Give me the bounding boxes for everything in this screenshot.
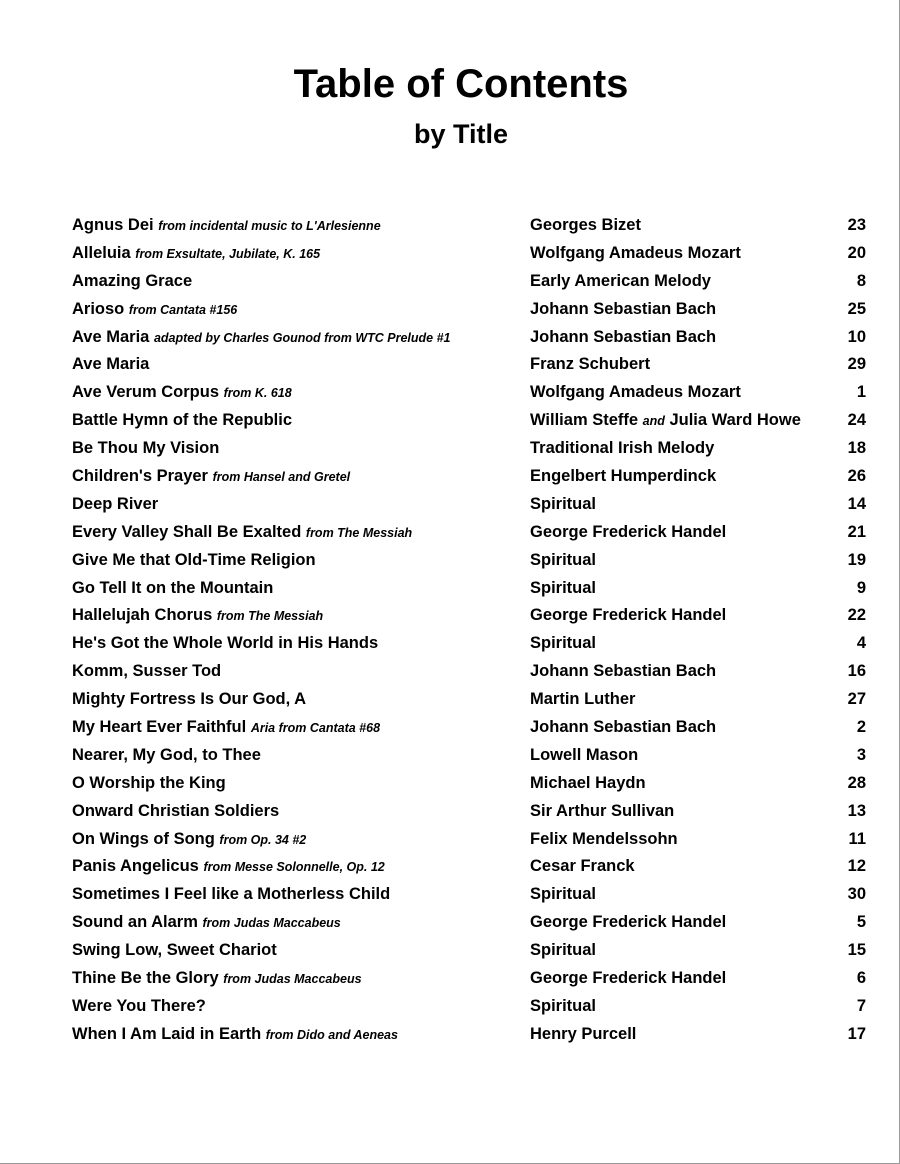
composer-cell [530, 993, 596, 1021]
page-subtitle: by Title [413, 119, 509, 149]
toc-row [72, 268, 866, 296]
composer-cell [530, 407, 801, 436]
page-number: 30 [847, 885, 866, 904]
composer-cell [530, 770, 646, 798]
page-number: 26 [847, 467, 866, 486]
toc-row [72, 296, 866, 324]
composer-cell [530, 435, 714, 463]
toc-entry [72, 240, 524, 269]
composer-cell [530, 575, 596, 603]
toc-entry [72, 575, 524, 603]
page-number: 22 [847, 606, 866, 625]
toc-row [72, 853, 866, 881]
composer-cell [530, 658, 716, 686]
toc-entry [72, 519, 524, 548]
song-title: Thine Be the Glory [72, 969, 219, 988]
page-number: 13 [847, 801, 866, 820]
toc-list [72, 212, 866, 1049]
composer-cell [530, 463, 716, 491]
toc-row [72, 351, 866, 379]
composer-name: Georges Bizet [530, 216, 641, 234]
song-title: Ave Maria [72, 355, 150, 374]
song-source-note: from The Messiah [216, 609, 324, 624]
composer-cell [530, 686, 635, 714]
toc-entry [72, 435, 524, 463]
song-title: Every Valley Shall Be Exalted [72, 522, 302, 541]
toc-entry [72, 324, 524, 353]
toc-row [72, 714, 866, 742]
composer-cell [530, 547, 596, 575]
page-number: 23 [847, 216, 866, 234]
toc-entry [72, 993, 524, 1021]
page-number: 19 [847, 550, 866, 569]
page-number: 9 [856, 578, 866, 597]
song-title: Hallelujah Chorus [72, 606, 213, 625]
toc-row [72, 909, 866, 937]
song-title: O Worship the King [72, 773, 226, 792]
composer-cell [530, 268, 711, 296]
toc-row [72, 993, 866, 1021]
toc-row [72, 240, 866, 268]
page-number: 2 [856, 718, 866, 737]
page-number: 5 [856, 913, 866, 932]
song-title: Arioso [72, 299, 125, 318]
composer-cell [530, 714, 716, 742]
song-title: Battle Hymn of the Republic [72, 411, 293, 430]
composer-cell [530, 826, 678, 854]
song-title: When I Am Laid in Earth [72, 1024, 262, 1043]
toc-row [72, 881, 866, 909]
toc-entry [72, 658, 524, 686]
composer-name: Martin Luther [530, 690, 636, 709]
toc-entry [72, 296, 524, 325]
toc-entry [72, 881, 524, 909]
song-title: Swing Low, Sweet Chariot [72, 941, 277, 960]
page-number: 3 [856, 745, 866, 764]
composer-name: Spiritual [530, 996, 597, 1015]
composer-name: Spiritual [530, 494, 597, 513]
toc-row [72, 826, 866, 854]
composer-cell [530, 630, 596, 658]
composer-name: George Frederick Handel [530, 969, 727, 988]
toc-row [72, 324, 866, 352]
composer-cell [530, 853, 635, 881]
toc-entry [72, 351, 524, 379]
song-title: Sometimes I Feel like a Motherless Child [72, 885, 391, 904]
composer-joiner: and [642, 414, 665, 429]
song-source-note: from Hansel and Gretel [212, 470, 351, 485]
toc-entry [72, 212, 524, 241]
page-number: 1 [856, 383, 866, 402]
song-title: Ave Maria [72, 327, 150, 346]
page-number: 18 [847, 439, 866, 458]
toc-entry [72, 547, 524, 575]
toc-row [72, 742, 866, 770]
toc-row [72, 463, 866, 491]
toc-entry [72, 714, 524, 743]
composer-name: Traditional Irish Melody [530, 439, 715, 458]
composer-cell [530, 491, 596, 519]
composer-name: Wolfgang Amadeus Mozart [530, 383, 741, 402]
page-number: 21 [847, 522, 866, 541]
song-source-note: from Judas Maccabeus [223, 972, 362, 987]
toc-row [72, 491, 866, 519]
song-source-note: Aria from Cantata #68 [250, 721, 381, 736]
page-number: 12 [847, 857, 866, 876]
toc-entry [72, 686, 524, 714]
page-number: 15 [847, 941, 866, 960]
composer-name: Spiritual [530, 885, 597, 904]
song-title: My Heart Ever Faithful [72, 718, 247, 737]
composer-name-second: Julia Ward Howe [669, 411, 801, 430]
page-number: 24 [847, 411, 866, 430]
song-source-note: from Cantata #156 [128, 302, 238, 317]
composer-name: Wolfgang Amadeus Mozart [530, 243, 741, 262]
composer-name: Engelbert Humperdinck [530, 467, 717, 486]
page-number: 11 [848, 829, 866, 848]
page-number: 20 [847, 243, 866, 262]
song-source-note: from K. 618 [223, 386, 292, 401]
song-title: Were You There? [72, 996, 206, 1015]
song-title: Give Me that Old-Time Religion [72, 550, 316, 569]
composer-name: Michael Haydn [530, 773, 646, 792]
song-source-note: from Dido and Aeneas [265, 1027, 398, 1042]
composer-name: George Frederick Handel [530, 913, 727, 932]
song-source-note: from The Messiah [305, 525, 413, 540]
composer-cell [530, 296, 716, 324]
composer-name: Johann Sebastian Bach [530, 299, 717, 318]
song-title: Agnus Dei [72, 216, 154, 234]
composer-name: Lowell Mason [530, 745, 639, 764]
toc-row [72, 686, 866, 714]
composer-cell [530, 937, 596, 965]
page-number: 14 [847, 494, 866, 513]
song-title: On Wings of Song [72, 829, 215, 848]
composer-cell [530, 324, 716, 352]
toc-row [72, 770, 866, 798]
toc-entry [72, 407, 524, 435]
page-number: 28 [847, 773, 866, 792]
composer-cell [530, 212, 641, 240]
composer-name: Cesar Franck [530, 857, 635, 876]
song-source-note: from Messe Solonnelle, Op. 12 [203, 860, 385, 875]
song-title: Deep River [72, 494, 159, 513]
song-title: Children's Prayer [72, 467, 208, 486]
toc-row [72, 575, 866, 603]
page-number: 17 [847, 1024, 866, 1043]
toc-entry [72, 379, 524, 408]
toc-row [72, 658, 866, 686]
song-source-note: from Op. 34 #2 [219, 832, 307, 847]
song-title: Alleluia [72, 243, 131, 262]
song-title: Ave Verum Corpus [72, 383, 220, 402]
composer-cell [530, 965, 726, 993]
song-title: Onward Christian Soldiers [72, 801, 280, 820]
toc-row [72, 630, 866, 658]
page-number: 27 [847, 690, 866, 709]
toc-row [72, 965, 866, 993]
song-source-note: from Judas Maccabeus [202, 916, 341, 931]
composer-cell [530, 909, 726, 937]
toc-row [72, 212, 866, 240]
composer-cell [530, 881, 596, 909]
page-title: Table of Contents [293, 62, 629, 106]
song-title: Go Tell It on the Mountain [72, 578, 274, 597]
song-title: Panis Angelicus [72, 857, 199, 876]
toc-entry [72, 770, 524, 798]
composer-cell [530, 798, 674, 826]
toc-entry [72, 463, 524, 492]
toc-row [72, 519, 866, 547]
composer-name: Johann Sebastian Bach [530, 718, 717, 737]
composer-name: Sir Arthur Sullivan [530, 801, 675, 820]
composer-cell [530, 379, 741, 407]
song-title: He's Got the Whole World in His Hands [72, 634, 379, 653]
composer-cell [530, 602, 726, 630]
page-number: 10 [847, 327, 866, 346]
page-number: 25 [847, 299, 866, 318]
toc-row [72, 798, 866, 826]
toc-entry [72, 937, 524, 965]
composer-name: Spiritual [530, 550, 597, 569]
toc-entry [72, 826, 524, 855]
toc-entry [72, 602, 524, 631]
toc-row [72, 407, 866, 435]
composer-name: Early American Melody [530, 271, 711, 290]
song-source-note: adapted by Charles Gounod from WTC Prelude #1 [153, 330, 451, 345]
song-title: Amazing Grace [72, 271, 193, 290]
toc-entry [72, 798, 524, 826]
composer-cell [530, 240, 741, 268]
toc-entry [72, 742, 524, 770]
composer-name: George Frederick Handel [530, 522, 727, 541]
toc-entry [72, 268, 524, 296]
page-number: 6 [856, 969, 866, 988]
toc-entry [72, 1021, 524, 1050]
toc-row [72, 1021, 866, 1049]
page-number: 8 [856, 271, 866, 290]
composer-name: Spiritual [530, 578, 597, 597]
composer-cell [530, 519, 726, 547]
toc-row [72, 379, 866, 407]
composer-name: Felix Mendelssohn [530, 829, 678, 848]
song-title: Sound an Alarm [72, 913, 198, 932]
composer-name: Franz Schubert [530, 355, 651, 374]
song-title: Komm, Susser Tod [72, 662, 222, 681]
page-number: 7 [856, 996, 866, 1015]
composer-name: William Steffe [530, 411, 639, 430]
toc-row [72, 435, 866, 463]
song-title: Be Thou My Vision [72, 439, 220, 458]
song-source-note: from incidental music to L'Arlesienne [158, 219, 381, 233]
song-title: Mighty Fortress Is Our God, A [72, 690, 307, 709]
toc-entry [72, 630, 524, 658]
composer-cell [530, 1021, 636, 1049]
composer-name: George Frederick Handel [530, 606, 727, 625]
composer-cell [530, 351, 650, 379]
page-number: 4 [856, 634, 866, 653]
toc-row [72, 547, 866, 575]
toc-entry [72, 909, 524, 938]
composer-name: Henry Purcell [530, 1024, 637, 1043]
composer-name: Spiritual [530, 941, 597, 960]
toc-row [72, 937, 866, 965]
song-source-note: from Exsultate, Jubilate, K. 165 [135, 246, 321, 261]
composer-name: Spiritual [530, 634, 597, 653]
page-number: 16 [847, 662, 866, 681]
toc-entry [72, 853, 524, 882]
composer-cell [530, 742, 638, 770]
page-number: 29 [847, 355, 866, 374]
song-title: Nearer, My God, to Thee [72, 745, 261, 764]
composer-name: Johann Sebastian Bach [530, 662, 717, 681]
toc-entry [72, 491, 524, 519]
toc-row [72, 602, 866, 630]
composer-name: Johann Sebastian Bach [530, 327, 717, 346]
toc-entry [72, 965, 524, 994]
